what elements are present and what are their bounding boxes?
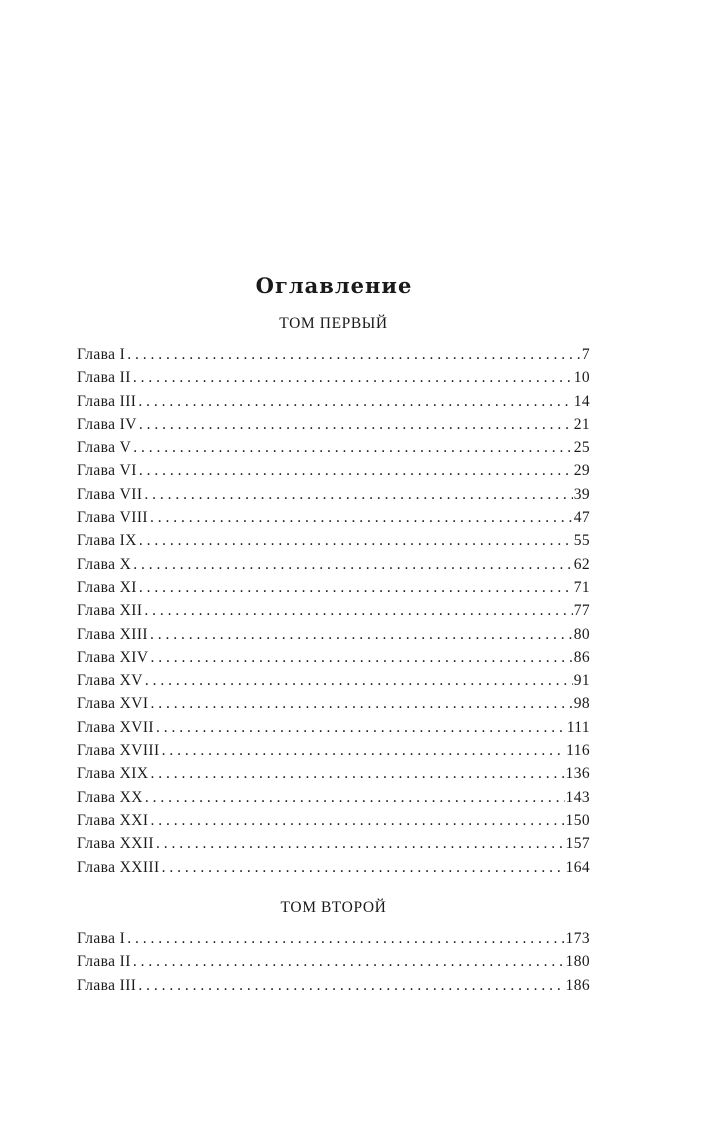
toc-entry[interactable] [77, 483, 590, 506]
toc-entry-label: Глава II [77, 369, 131, 387]
toc-entry[interactable] [77, 553, 590, 576]
page-title: Оглавление [255, 273, 413, 299]
toc-entry-page-number: 98 [573, 695, 590, 713]
toc-entry-label: Глава VII [77, 485, 143, 503]
toc-entry-label: Глава III [77, 392, 137, 410]
toc-entry-page-number: 10 [573, 369, 590, 387]
dot-leader [150, 506, 573, 529]
toc-entry[interactable] [77, 927, 590, 950]
volume-two-section [77, 898, 590, 997]
dot-leader [150, 623, 573, 646]
toc-entry-label: Глава X [77, 555, 132, 573]
toc-entry-label: Глава V [77, 439, 132, 457]
toc-entry-label: Глава XXIII [77, 858, 160, 876]
toc-entry-page-number: 80 [573, 625, 590, 643]
dot-leader [133, 366, 573, 389]
toc-entry-label: Глава II [77, 953, 131, 971]
toc-entry[interactable] [77, 459, 590, 482]
toc-entry[interactable] [77, 343, 590, 366]
toc-entry-label: Глава XII [77, 602, 143, 620]
toc-entry-label: Глава XVIII [77, 742, 160, 760]
toc-entry[interactable] [77, 413, 590, 436]
toc-entry-page-number: 39 [573, 485, 590, 503]
toc-entry-label: Глава I [77, 346, 126, 363]
toc-entry-page-number: 116 [566, 742, 590, 760]
dot-leader [139, 529, 573, 552]
toc-entry[interactable] [77, 576, 590, 599]
toc-entry[interactable] [77, 809, 590, 832]
toc-entry-label: Глава XIX [77, 765, 149, 783]
toc-entry-label: Глава IV [77, 415, 137, 433]
toc-entry-page-number: 164 [565, 858, 590, 876]
dot-leader [145, 786, 565, 809]
toc-entry-page-number: 86 [573, 648, 590, 666]
toc-entry[interactable] [77, 529, 590, 552]
toc-entry-label: Глава XXII [77, 835, 154, 853]
toc-entry-label: Глава XVII [77, 718, 154, 736]
toc-entry-page-number: 111 [566, 718, 590, 736]
toc-entry-page-number: 62 [573, 555, 590, 573]
toc-entry[interactable] [77, 506, 590, 529]
toc-entry[interactable] [77, 786, 590, 809]
toc-entry[interactable] [77, 716, 590, 739]
toc-entry-page-number: 47 [573, 509, 590, 527]
toc-entry-label: Глава XI [77, 578, 137, 596]
toc-entry-label: Глава XXI [77, 811, 149, 829]
dot-leader [133, 553, 572, 576]
dot-leader [139, 459, 573, 482]
dot-leader [138, 974, 564, 997]
toc-entry-label: Глава IX [77, 532, 137, 550]
toc-entry[interactable] [77, 366, 590, 389]
toc-entry[interactable] [77, 669, 590, 692]
toc-entry-page-number: 7 [581, 346, 590, 363]
toc-entry[interactable] [77, 646, 590, 669]
dot-leader [150, 646, 572, 669]
volume-heading: ТОМ ВТОРОЙ [280, 899, 387, 916]
toc-entry[interactable] [77, 599, 590, 622]
dot-leader [139, 413, 573, 436]
toc-entry-page-number: 71 [573, 578, 590, 596]
toc-entry-page-number: 55 [573, 532, 590, 550]
toc-entry-page-number: 14 [573, 392, 590, 410]
toc-entry[interactable] [77, 692, 590, 715]
toc-entry[interactable] [77, 832, 590, 855]
dot-leader [133, 950, 565, 973]
toc-entry-page-number: 150 [565, 811, 590, 829]
dot-leader [138, 390, 572, 413]
toc-entry-label: Глава I [77, 930, 126, 947]
toc-entry-label: Глава XV [77, 672, 143, 690]
toc-entry-page-number: 157 [565, 835, 590, 853]
dot-leader [133, 436, 572, 459]
toc-entry-label: Глава III [77, 976, 137, 994]
toc-entry[interactable] [77, 436, 590, 459]
dot-leader [144, 599, 572, 622]
dot-leader [127, 343, 581, 366]
toc-entry-page-number: 143 [565, 788, 590, 806]
dot-leader [162, 739, 566, 762]
volume-one-section [77, 314, 590, 879]
toc-entry-label: Глава XX [77, 788, 143, 806]
toc-entry-page-number: 136 [565, 765, 590, 783]
dot-leader [150, 809, 564, 832]
toc-entry[interactable] [77, 390, 590, 413]
toc-entry-label: Глава XIII [77, 625, 148, 643]
toc-entry-page-number: 21 [573, 415, 590, 433]
toc-entry-page-number: 186 [565, 976, 590, 994]
toc-entry[interactable] [77, 950, 590, 973]
dot-leader [162, 856, 565, 879]
toc-entry[interactable] [77, 974, 590, 997]
toc-entry[interactable] [77, 739, 590, 762]
dot-leader [145, 669, 573, 692]
toc-entry-page-number: 25 [573, 439, 590, 457]
dot-leader [127, 927, 564, 950]
toc-entry-page-number: 180 [565, 953, 590, 971]
toc-entry-page-number: 29 [573, 462, 590, 480]
dot-leader [156, 832, 565, 855]
toc-entry-label: Глава VI [77, 462, 137, 480]
toc-list [77, 927, 590, 997]
dot-leader [156, 716, 566, 739]
toc-list [77, 343, 590, 879]
toc-entry-label: Глава VIII [77, 509, 148, 527]
volume-heading: ТОМ ПЕРВЫЙ [279, 315, 388, 332]
toc-entry[interactable] [77, 856, 590, 879]
toc-entry[interactable] [77, 623, 590, 646]
toc-entry-label: Глава XVI [77, 695, 149, 713]
toc-entry-label: Глава XIV [77, 648, 149, 666]
toc-entry[interactable] [77, 762, 590, 785]
dot-leader [144, 483, 572, 506]
toc-entry-page-number: 91 [573, 672, 590, 690]
toc-entry-page-number: 77 [573, 602, 590, 620]
toc-entry-page-number: 173 [565, 930, 590, 947]
dot-leader [150, 762, 564, 785]
dot-leader [150, 692, 572, 715]
dot-leader [139, 576, 573, 599]
